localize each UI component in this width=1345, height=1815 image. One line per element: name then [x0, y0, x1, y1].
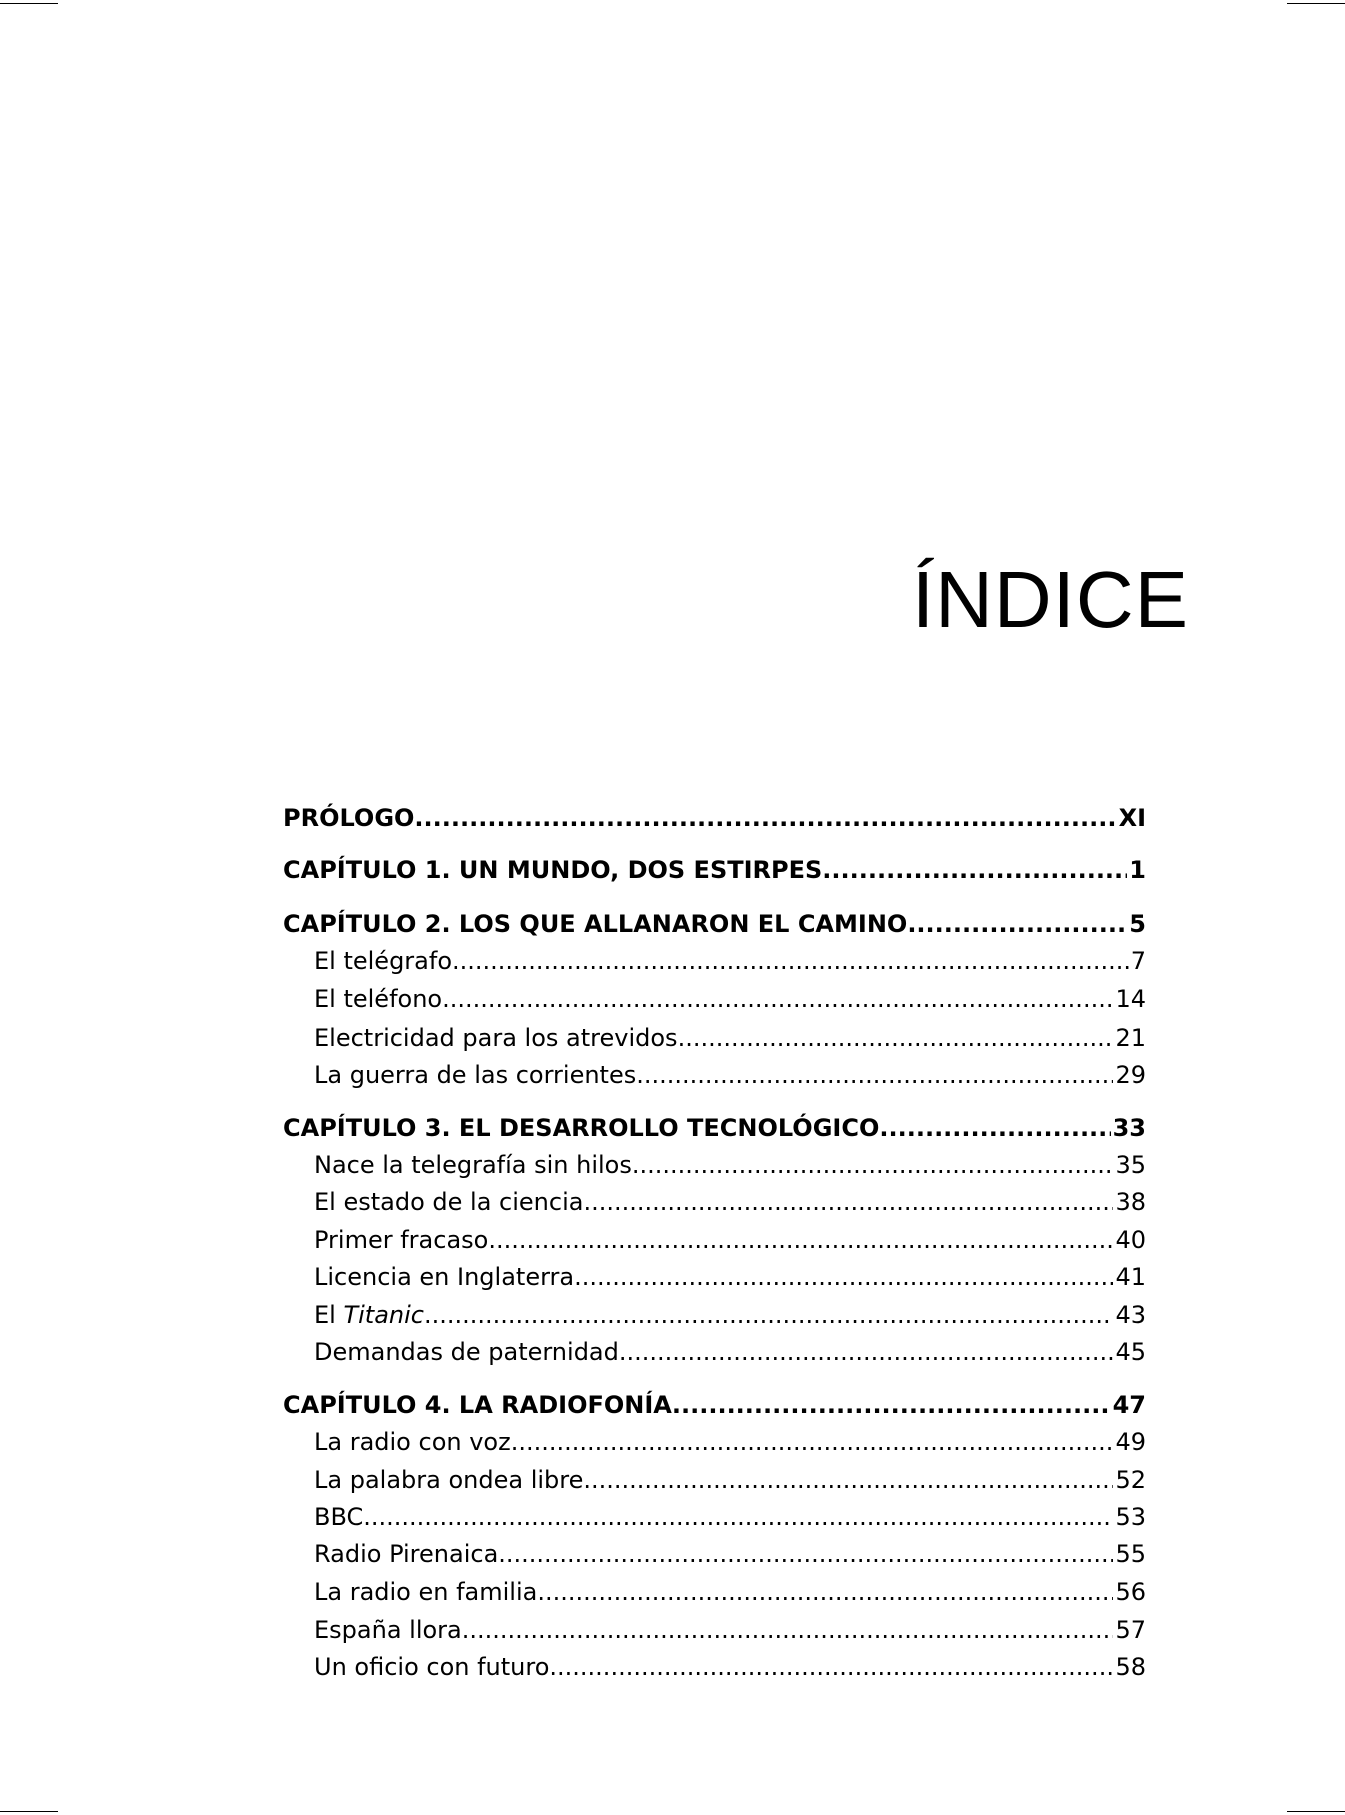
toc-page-number: 43 — [1115, 1301, 1146, 1329]
toc-page-number: 29 — [1115, 1061, 1146, 1089]
toc-section-entry — [314, 1577, 1146, 1607]
dot-leader — [414, 803, 1116, 833]
toc-entry-label: Licencia en Inglaterra — [314, 1263, 575, 1291]
toc-chapter-entry — [283, 1390, 1146, 1420]
toc-entry-label: La radio con voz — [314, 1428, 511, 1456]
toc-page-number: 40 — [1115, 1226, 1146, 1254]
toc-entry-label: CAPÍTULO 4. LA RADIOFONÍA — [283, 1391, 672, 1419]
toc-page-number: 47 — [1112, 1391, 1146, 1419]
dot-leader — [678, 1023, 1114, 1053]
toc-entry-label: La guerra de las corrientes — [314, 1061, 637, 1089]
dot-leader — [907, 909, 1127, 939]
dot-leader — [442, 984, 1113, 1014]
toc-section-entry — [314, 1337, 1146, 1367]
page-title: ÍNDICE — [911, 555, 1189, 644]
toc-entry-label: El teléfono — [314, 985, 443, 1013]
toc-entry-label: La palabra ondea libre — [314, 1466, 584, 1494]
toc-page-number: 53 — [1115, 1503, 1146, 1531]
dot-leader — [424, 1300, 1113, 1330]
toc-page-number: 41 — [1115, 1263, 1146, 1291]
toc-page-number: 21 — [1115, 1024, 1146, 1052]
toc-page-number: 33 — [1112, 1114, 1146, 1142]
toc-section-entry — [314, 1502, 1146, 1532]
dot-leader — [632, 1150, 1114, 1180]
toc-section-entry — [314, 1539, 1146, 1569]
toc-entry-label: Primer fracaso — [314, 1226, 489, 1254]
dot-leader — [574, 1262, 1113, 1292]
toc-entry-label: El telégrafo — [314, 947, 453, 975]
toc-entry-label: Electricidad para los atrevidos — [314, 1024, 678, 1052]
toc-entry-label: El estado de la ciencia — [314, 1188, 584, 1216]
toc-entry-label: CAPÍTULO 3. EL DESARROLLO TECNOLÓGICO — [283, 1114, 880, 1142]
dot-leader — [879, 1113, 1110, 1143]
dot-leader — [452, 946, 1129, 976]
toc-entry-label: Demandas de paternidad — [314, 1338, 619, 1366]
toc-entry-label: CAPÍTULO 1. UN MUNDO, DOS ESTIRPES — [283, 856, 823, 884]
toc-entry-label: España llora — [314, 1616, 462, 1644]
toc-section-entry — [314, 1465, 1146, 1495]
dot-leader — [822, 855, 1127, 885]
toc-section-entry — [314, 1427, 1146, 1457]
toc-section-entry — [314, 1652, 1146, 1682]
dot-leader — [619, 1337, 1114, 1367]
dot-leader — [537, 1577, 1113, 1607]
toc-page-number: 14 — [1115, 985, 1146, 1013]
toc-section-entry — [314, 1262, 1146, 1292]
toc-section-entry — [314, 1187, 1146, 1217]
dot-leader — [498, 1539, 1113, 1569]
toc-entry-label: Un oficio con futuro — [314, 1653, 550, 1681]
toc-chapter-entry — [283, 855, 1146, 885]
dot-leader — [672, 1390, 1111, 1420]
toc-chapter-entry — [283, 1113, 1146, 1143]
toc-section-entry — [314, 1225, 1146, 1255]
toc-entry-label: El Titanic — [314, 1301, 424, 1329]
toc-section-entry — [314, 1150, 1146, 1180]
toc-page-number: 1 — [1129, 856, 1146, 884]
toc-section-entry — [314, 946, 1146, 976]
toc-page-number: 7 — [1130, 947, 1146, 975]
toc-chapter-entry — [283, 803, 1146, 833]
toc-section-entry — [314, 1060, 1146, 1090]
toc-entry-label: Nace la telegrafía sin hilos — [314, 1151, 632, 1179]
toc-section-entry — [314, 1615, 1146, 1645]
dot-leader — [462, 1615, 1114, 1645]
dot-leader — [511, 1427, 1114, 1457]
toc-entry-label: La radio en familia — [314, 1578, 538, 1606]
toc-page-number: XI — [1118, 804, 1146, 832]
dot-leader — [488, 1225, 1113, 1255]
dot-leader — [636, 1060, 1113, 1090]
toc-page-number: 56 — [1115, 1578, 1146, 1606]
toc-page-number: 52 — [1115, 1466, 1146, 1494]
toc-page-number: 55 — [1115, 1540, 1146, 1568]
toc-page-number: 57 — [1115, 1616, 1146, 1644]
toc-entry-label: CAPÍTULO 2. LOS QUE ALLANARON EL CAMINO — [283, 910, 908, 938]
toc-page-number: 45 — [1115, 1338, 1146, 1366]
toc-section-entry — [314, 1023, 1146, 1053]
toc-section-entry — [314, 1300, 1146, 1330]
toc-page-number: 38 — [1115, 1188, 1146, 1216]
toc-section-entry — [314, 984, 1146, 1014]
dot-leader — [583, 1465, 1113, 1495]
toc-page-number: 58 — [1115, 1653, 1146, 1681]
toc-page-number: 5 — [1129, 910, 1146, 938]
toc-entry-label: Radio Pirenaica — [314, 1540, 499, 1568]
dot-leader — [583, 1187, 1113, 1217]
dot-leader — [363, 1502, 1113, 1532]
toc-chapter-entry — [283, 909, 1146, 939]
toc-page-number: 49 — [1115, 1428, 1146, 1456]
toc-entry-label: PRÓLOGO — [283, 804, 415, 832]
dot-leader — [549, 1652, 1113, 1682]
toc-entry-label: BBC — [314, 1503, 364, 1531]
toc-page-number: 35 — [1115, 1151, 1146, 1179]
